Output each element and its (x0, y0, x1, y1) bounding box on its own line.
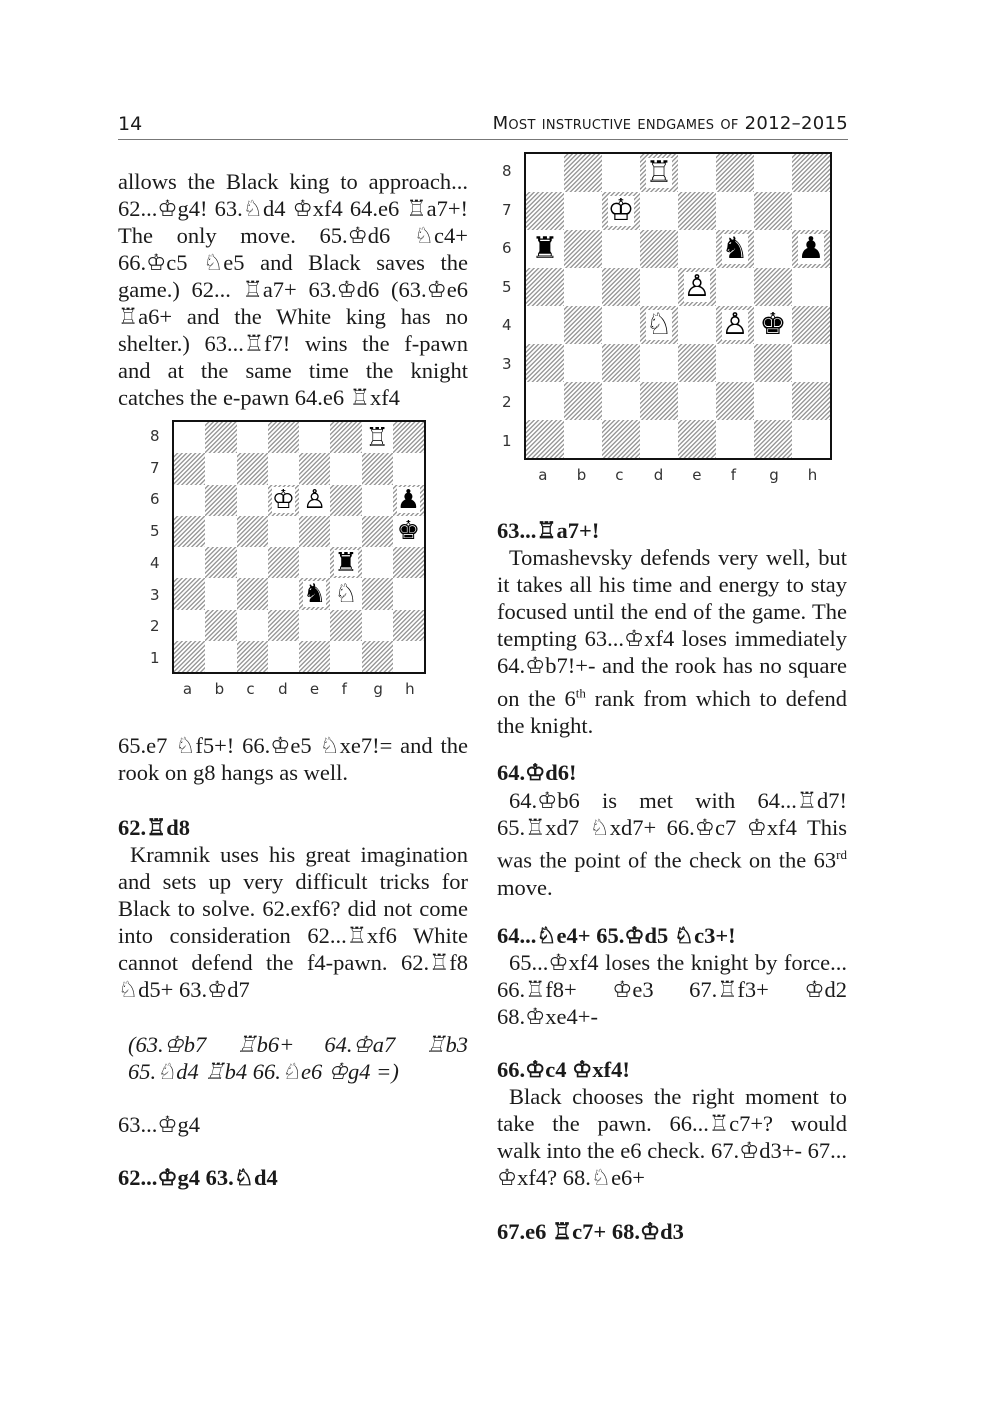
diagram1-square-g6 (362, 485, 393, 516)
diagram1-square-c2 (237, 610, 268, 641)
diagram1-file-label-c: c (246, 680, 255, 698)
diagram2-square-e8 (678, 154, 716, 192)
diagram1-square-g3 (362, 578, 393, 609)
diagram2-square-h6 (792, 230, 830, 268)
diagram1-file-label-d: d (278, 680, 288, 698)
left-paragraph-5: 63...♔g4 (118, 1112, 201, 1137)
diagram1-square-f1 (330, 641, 361, 672)
diagram2-square-f2 (716, 382, 754, 420)
diagram1-square-d7 (268, 453, 299, 484)
diagram1-rank-label-1: 1 (150, 649, 160, 668)
left-paragraph-1: allows the Black king to approach... 62...♔g4! 63.♘d4 ♔xf4 64.e6 ♖a7+! The only move. 65.♔d6 ♘c4+ 66.♔c5 ♘e5 and Black saves the game.) 62... ♖a7+ 63.♔d6 (63.♔e6 ♖a6+ and the White king has no shelter.) 63...♖f7! wins the f-pawn and at the same time the knight catches the e-pawn 64.e6 ♖xf4 (118, 169, 468, 410)
diagram1-square-e8 (299, 422, 330, 453)
diagram1-piece-black-h6: ♟ (396, 485, 421, 516)
move-heading-66-kc4: 66.♔c4 ♔xf4! (497, 1057, 630, 1082)
diagram2-piece-black-h6: ♟ (797, 231, 825, 266)
left-paragraph-2: 65.e7 ♘f5+! 66.♔e5 ♘xe7!= and the rook on g8 hangs as well. (118, 733, 468, 785)
diagram1-square-c8 (237, 422, 268, 453)
diagram1-square-d1 (268, 641, 299, 672)
diagram2-piece-white-e5: ♙ (683, 269, 711, 304)
diagram1-square-e6 (299, 485, 330, 516)
chess-diagram-2 (500, 152, 835, 487)
diagram1-square-h6 (393, 485, 424, 516)
diagram1-square-b5 (205, 516, 236, 547)
diagram2-piece-white-d8: ♖ (645, 155, 673, 190)
diagram1-square-f4 (330, 547, 361, 578)
diagram2-square-f6 (716, 230, 754, 268)
diagram1-square-d8 (268, 422, 299, 453)
diagram2-square-a5 (526, 268, 564, 306)
diagram2-square-b4 (564, 306, 602, 344)
diagram2-file-label-f: f (730, 466, 737, 484)
move-heading-63-ra7: 63...♖a7+! (497, 518, 600, 543)
diagram1-square-f8 (330, 422, 361, 453)
diagram1-rank-label-2: 2 (150, 617, 160, 636)
move-heading-62-kg4: 62...♔g4 63.♘d4 (118, 1165, 278, 1190)
right-paragraph-1 (497, 544, 847, 739)
right-paragraph-4: Black chooses the right moment to take the pawn. 66...♖c7+? would walk into the e6 check. 67.♔d3+- 67... ♔xf4? 68.♘e6+ (497, 1084, 847, 1190)
diagram2-square-h8 (792, 154, 830, 192)
diagram1-square-f3 (330, 578, 361, 609)
diagram2-square-d7 (640, 192, 678, 230)
diagram2-square-e1 (678, 420, 716, 458)
diagram2-square-g4 (754, 306, 792, 344)
diagram2-square-e5 (678, 268, 716, 306)
diagram2-piece-white-d4: ♘ (645, 307, 673, 342)
diagram2-rank-label-2: 2 (502, 393, 512, 412)
diagram1-square-e7 (299, 453, 330, 484)
diagram2-square-a4 (526, 306, 564, 344)
diagram1-square-g5 (362, 516, 393, 547)
diagram2-square-d8 (640, 154, 678, 192)
diagram1-square-b7 (205, 453, 236, 484)
diagram2-file-label-h: h (807, 466, 818, 484)
diagram2-square-f3 (716, 344, 754, 382)
diagram2-square-c7 (602, 192, 640, 230)
diagram1-square-h1 (393, 641, 424, 672)
diagram1-square-b2 (205, 610, 236, 641)
page-header (118, 113, 848, 140)
diagram2-board (524, 152, 832, 460)
diagram1-square-h3 (393, 578, 424, 609)
diagram2-rank-label-1: 1 (502, 431, 512, 450)
diagram1-square-a6 (174, 485, 205, 516)
diagram2-square-h7 (792, 192, 830, 230)
diagram1-file-label-e: e (309, 680, 320, 698)
diagram1-square-h5 (393, 516, 424, 547)
diagram1-piece-black-e3: ♞ (302, 578, 327, 609)
diagram1-square-b3 (205, 578, 236, 609)
running-title: Most instructive endgames of 2012–2015 (492, 113, 848, 134)
move-heading-67-e6: 67.e6 ♖c7+ 68.♔d3 (497, 1219, 684, 1244)
diagram2-rank-label-4: 4 (502, 316, 512, 335)
diagram1-square-h8 (393, 422, 424, 453)
diagram2-file-label-b: b (576, 466, 587, 484)
diagram1-square-c5 (237, 516, 268, 547)
diagram1-square-b6 (205, 485, 236, 516)
diagram1-square-f7 (330, 453, 361, 484)
diagram1-piece-white-e6: ♙ (302, 485, 327, 516)
diagram2-square-c8 (602, 154, 640, 192)
diagram1-square-c4 (237, 547, 268, 578)
diagram1-square-c6 (237, 485, 268, 516)
diagram1-file-label-g: g (373, 680, 383, 698)
diagram2-square-a7 (526, 192, 564, 230)
diagram1-square-g2 (362, 610, 393, 641)
diagram1-square-d2 (268, 610, 299, 641)
diagram1-square-g4 (362, 547, 393, 578)
diagram2-square-a8 (526, 154, 564, 192)
diagram2-square-c1 (602, 420, 640, 458)
diagram2-square-d1 (640, 420, 678, 458)
left-variation: (63.♔b7 ♖b6+ 64.♔a7 ♖b3 65.♘d4 ♖b4 66.♘e6 ♔g4 =) (128, 1032, 468, 1084)
diagram1-rank-label-4: 4 (150, 553, 160, 572)
diagram2-piece-black-f6: ♞ (721, 231, 749, 266)
diagram2-square-f8 (716, 154, 754, 192)
diagram1-square-e1 (299, 641, 330, 672)
diagram2-square-g2 (754, 382, 792, 420)
diagram1-square-a8 (174, 422, 205, 453)
diagram2-square-c5 (602, 268, 640, 306)
diagram2-square-d4 (640, 306, 678, 344)
diagram1-square-b4 (205, 547, 236, 578)
diagram1-square-g1 (362, 641, 393, 672)
diagram2-square-c3 (602, 344, 640, 382)
diagram2-square-g5 (754, 268, 792, 306)
diagram1-square-a7 (174, 453, 205, 484)
diagram2-square-h2 (792, 382, 830, 420)
diagram1-square-g7 (362, 453, 393, 484)
diagram1-square-c3 (237, 578, 268, 609)
diagram2-square-b1 (564, 420, 602, 458)
diagram2-square-c4 (602, 306, 640, 344)
diagram1-file-label-h: h (405, 680, 415, 698)
diagram1-rank-label-8: 8 (150, 426, 160, 445)
diagram1-piece-white-d6: ♔ (271, 485, 296, 516)
diagram1-piece-white-g8: ♖ (365, 422, 389, 453)
diagram2-square-e4 (678, 306, 716, 344)
diagram2-square-d5 (640, 268, 678, 306)
diagram2-square-g8 (754, 154, 792, 192)
diagram2-square-e7 (678, 192, 716, 230)
diagram2-piece-black-g4: ♚ (759, 307, 787, 342)
diagram2-square-e3 (678, 344, 716, 382)
diagram1-square-a5 (174, 516, 205, 547)
diagram2-square-f4 (716, 306, 754, 344)
diagram2-square-g1 (754, 420, 792, 458)
diagram1-square-d3 (268, 578, 299, 609)
diagram1-square-g8 (362, 422, 393, 453)
diagram1-square-h7 (393, 453, 424, 484)
right-paragraph-3: 65...♔xf4 loses the knight by force... 66.♖f8+ ♔e3 67.♖f3+ ♔d2 68.♔xe4+- (497, 950, 847, 1029)
diagram2-square-h4 (792, 306, 830, 344)
diagram2-file-label-a: a (538, 466, 548, 484)
diagram2-square-b8 (564, 154, 602, 192)
diagram2-file-label-e: e (692, 466, 702, 484)
diagram2-rank-label-5: 5 (502, 277, 512, 296)
diagram1-square-b1 (205, 641, 236, 672)
diagram1-square-h2 (393, 610, 424, 641)
diagram1-square-f5 (330, 516, 361, 547)
diagram1-square-d5 (268, 516, 299, 547)
diagram2-square-a3 (526, 344, 564, 382)
diagram1-file-label-a: a (182, 680, 193, 698)
diagram1-piece-white-f3: ♘ (334, 578, 358, 609)
diagram2-square-b5 (564, 268, 602, 306)
diagram2-square-d3 (640, 344, 678, 382)
diagram2-rank-label-6: 6 (502, 239, 512, 258)
diagram2-rank-label-3: 3 (502, 354, 512, 373)
right-paragraph-2: 64.♔b6 is met with 64...♖d7! 65.♖xd7 ♘xd7+ 66.♔c7 ♔xf4 This was the point of the check on the 63rd move. (497, 788, 847, 900)
diagram1-square-f2 (330, 610, 361, 641)
diagram2-square-d2 (640, 382, 678, 420)
diagram2-square-a1 (526, 420, 564, 458)
diagram1-square-e4 (299, 547, 330, 578)
diagram1-square-c7 (237, 453, 268, 484)
diagram1-square-c1 (237, 641, 268, 672)
right-paragraph-1-text: Tomashevsky defends very well, but it takes all his time and energy to stay focused until the end of the game. The tempting 63...♔xf4 loses immediately 64.♔b7!+- and the rook has no square on the 6th rank from which to defend the knight. (497, 545, 847, 738)
diagram2-square-d6 (640, 230, 678, 268)
diagram1-square-a2 (174, 610, 205, 641)
diagram2-square-e6 (678, 230, 716, 268)
diagram1-square-a3 (174, 578, 205, 609)
diagram2-square-c6 (602, 230, 640, 268)
diagram2-rank-label-7: 7 (502, 200, 512, 219)
diagram2-file-label-d: d (653, 466, 664, 484)
diagram2-square-g6 (754, 230, 792, 268)
diagram1-square-b8 (205, 422, 236, 453)
diagram2-square-a2 (526, 382, 564, 420)
diagram1-file-label-f: f (341, 680, 347, 698)
diagram2-square-f7 (716, 192, 754, 230)
diagram1-square-d4 (268, 547, 299, 578)
diagram1-square-h4 (393, 547, 424, 578)
diagram1-square-f6 (330, 485, 361, 516)
diagram2-square-h3 (792, 344, 830, 382)
diagram1-square-e2 (299, 610, 330, 641)
diagram1-piece-black-f4: ♜ (334, 547, 358, 578)
diagram1-file-label-b: b (214, 680, 225, 698)
diagram2-square-h1 (792, 420, 830, 458)
diagram2-piece-white-c7: ♔ (607, 193, 635, 228)
move-heading-64-kd6: 64.♔d6! (497, 760, 577, 785)
diagram2-square-b7 (564, 192, 602, 230)
diagram2-square-f1 (716, 420, 754, 458)
diagram2-square-g7 (754, 192, 792, 230)
page-number: 14 (118, 113, 143, 135)
diagram1-square-a1 (174, 641, 205, 672)
diagram1-rank-label-3: 3 (150, 585, 160, 604)
diagram2-piece-white-f4: ♙ (721, 307, 749, 342)
diagram2-square-b2 (564, 382, 602, 420)
diagram2-rank-label-8: 8 (502, 162, 512, 181)
diagram2-square-e2 (678, 382, 716, 420)
diagram2-square-f5 (716, 268, 754, 306)
diagram1-rank-label-7: 7 (150, 458, 160, 477)
diagram1-rank-label-6: 6 (150, 490, 160, 509)
diagram2-file-label-c: c (615, 466, 624, 484)
diagram2-file-label-g: g (769, 466, 779, 484)
diagram1-square-d6 (268, 485, 299, 516)
move-heading-62-rd8: 62.♖d8 (118, 815, 191, 840)
move-heading-64-ne4: 64...♘e4+ 65.♔d5 ♘c3+! (497, 923, 736, 948)
diagram1-square-a4 (174, 547, 205, 578)
diagram1-rank-label-5: 5 (150, 522, 160, 541)
diagram1-piece-black-h5: ♚ (396, 516, 421, 547)
left-paragraph-3: Kramnik uses his great imagination and sets up very difficult tricks for Black to solve. 62.exf6? did not come into consideration 62...♖xf6 White cannot defend the f4-pawn. 62.♖f8 ♘d5+ 63.♔d7 (118, 842, 468, 1002)
diagram2-piece-black-a6: ♜ (531, 231, 559, 266)
diagram1-square-e3 (299, 578, 330, 609)
diagram2-square-a6 (526, 230, 564, 268)
diagram2-square-g3 (754, 344, 792, 382)
diagram2-square-b6 (564, 230, 602, 268)
diagram1-board (172, 420, 426, 674)
diagram2-square-b3 (564, 344, 602, 382)
diagram2-square-c2 (602, 382, 640, 420)
diagram2-square-h5 (792, 268, 830, 306)
chess-diagram-1 (150, 420, 435, 710)
diagram1-square-e5 (299, 516, 330, 547)
